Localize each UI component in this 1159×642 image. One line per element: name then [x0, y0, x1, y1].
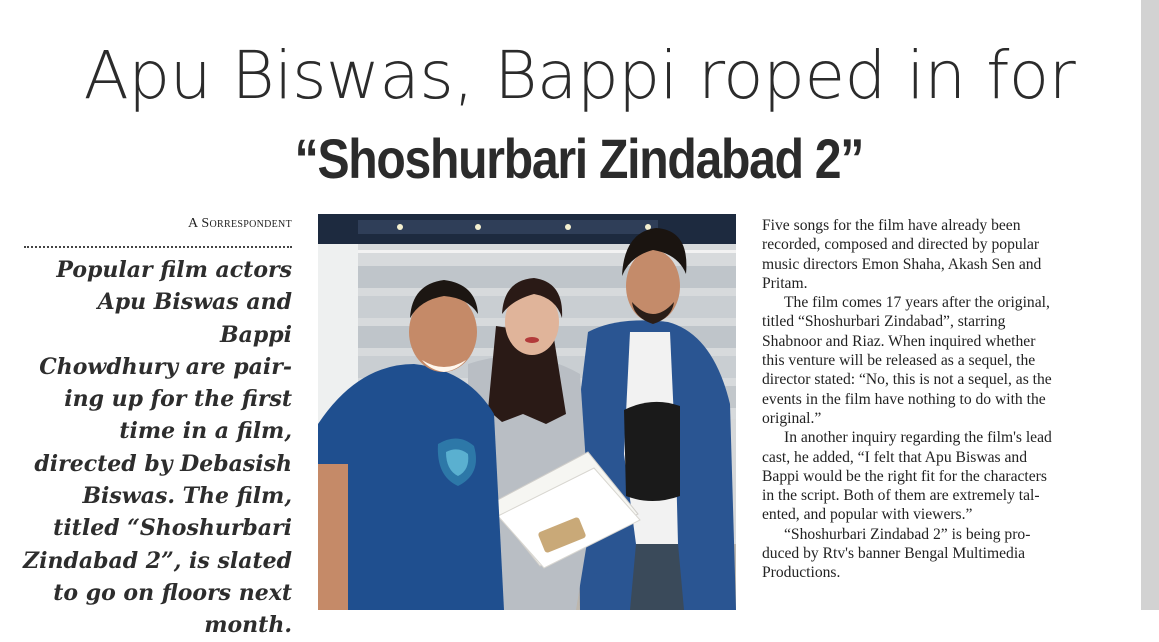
body-line: Shabnoor and Riaz. When inquired whether	[762, 332, 1036, 350]
body-line: original.”	[762, 409, 822, 427]
byline: A Sorrespondent	[187, 216, 292, 231]
intro-line: titled “Shoshurbari	[53, 515, 292, 542]
body-line: this venture will be released as a sequel, the	[762, 352, 1036, 370]
body-line: recorded, composed and directed by popular	[762, 236, 1040, 254]
body-line: events in the film have nothing to do with the	[762, 390, 1046, 408]
paragraph-4	[762, 525, 1134, 583]
body-line: Productions.	[762, 564, 841, 582]
article-body	[762, 216, 1134, 583]
paragraph-2	[762, 293, 1134, 428]
intro-blurb	[20, 254, 292, 642]
intro-line: month.	[204, 612, 292, 639]
intro-line: Apu Biswas and Bappi	[97, 289, 292, 348]
body-line: In another inquiry regarding the film's lead	[784, 429, 1052, 447]
paragraph-1	[762, 216, 1134, 293]
intro-line: ing up for the first	[64, 386, 292, 413]
body-line: music directors Emon Shaha, Akash Sen and	[762, 255, 1042, 273]
body-line: duced by Rtv's banner Bengal Multimedia	[762, 545, 1026, 563]
intro-line: Zindabad 2”, is slated	[23, 547, 292, 574]
body-line: The film comes 17 years after the original,	[784, 294, 1050, 312]
paragraph-3	[762, 428, 1134, 524]
body-line: ented, and popular with viewers.”	[762, 506, 973, 524]
body-line: “Shoshurbari Zindabad 2” is being pro-	[784, 525, 1031, 543]
body-line: cast, he added, “I felt that Apu Biswas and	[762, 448, 1028, 466]
body-line: Bappi would be the right fit for the characters	[762, 467, 1047, 485]
intro-line: Popular film actors	[56, 257, 292, 283]
body-line: Pritam.	[762, 274, 808, 292]
headline-line-2: “Shoshurbari Zindabad 2”	[294, 127, 864, 190]
headline-line-1: Apu Biswas, Bappi roped in for	[83, 37, 1076, 114]
byline-divider	[24, 246, 292, 248]
intro-line: Biswas. The film,	[82, 483, 292, 510]
body-line: director stated: “No, this is not a sequel, as the	[762, 371, 1052, 389]
body-line: titled “Shoshurbari Zindabad”, starring	[762, 313, 1006, 331]
intro-line: to go on floors next	[53, 579, 292, 606]
intro-line: time in a film,	[119, 418, 292, 445]
cast-photo	[318, 214, 736, 610]
intro-line: Chowdhury are pair-	[39, 353, 292, 380]
body-line: Five songs for the film have already been	[762, 217, 1021, 234]
intro-line: directed by Debasish	[34, 450, 292, 477]
body-line: in the script. Both of them are extremely tal-	[762, 487, 1040, 505]
